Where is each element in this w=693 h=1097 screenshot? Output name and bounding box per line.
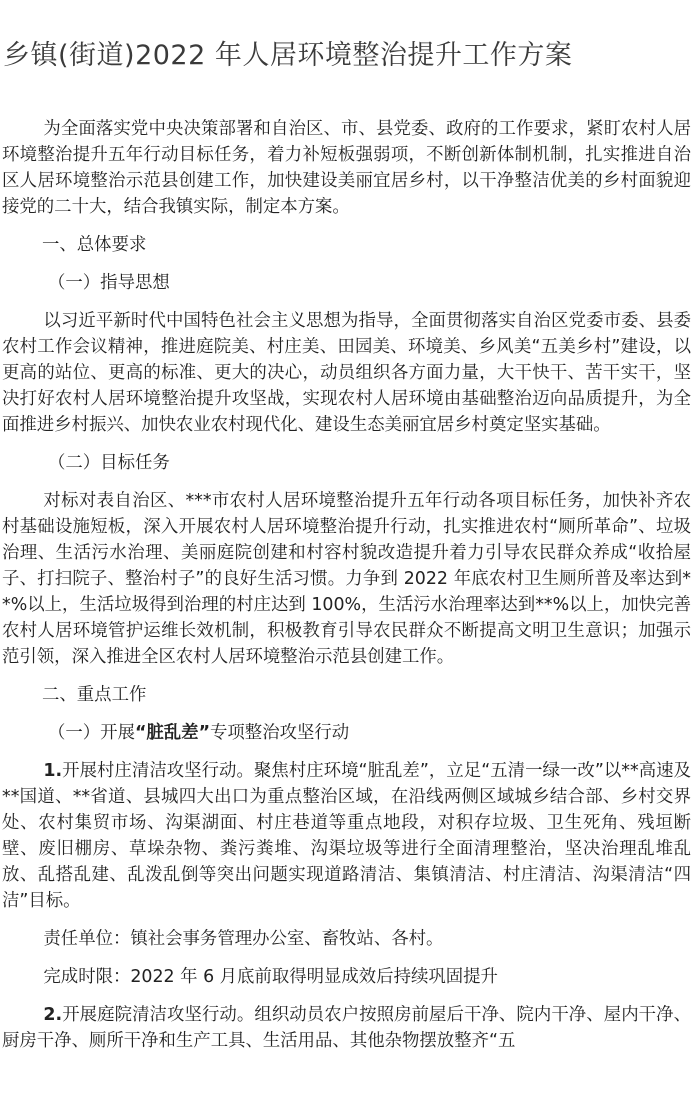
subheading-bold-term: “脏乱差” xyxy=(134,723,211,743)
item-text: 开展村庄清洁攻坚行动。聚焦村庄环境“脏乱差”，立足“五清一绿一改”以**高速及**国道、**省道、县城四大出口为重点整治区域，在沿线两侧区域城乡结合部、乡村交界处、农村集贸市场、沟渠湖面、村庄巷道等重点地段，对积存垃圾、卫生死角、残垣断壁、废旧棚房、草垛杂物、粪污粪堆、沟渠垃圾等进行全面清理整治，坚决治理乱堆乱放、乱搭乱建、乱泼乱倒等突出问题实现道路清洁、集镇清洁、村庄清洁、沟渠清洁“四洁”目标。 xyxy=(2,761,691,911)
item-text: 开展庭院清洁攻坚行动。组织动员农户按照房前屋后干净、院内干净、屋内干净、厨房干净、厕所干净和生产工具、生活用品、其他杂物摆放整齐“五 xyxy=(2,1005,691,1051)
completion-deadline: 完成时限：2022 年 6 月底前取得明显成效后持续巩固提升 xyxy=(43,967,498,987)
document-body xyxy=(2,116,691,1066)
targets-tasks-paragraph: 对标对表自治区、***市农村人居环境整治提升五年行动各项目标任务，加快补齐农村基础设施短板，深入开展农村人居环境整治提升行动，扎实推进农村“厕所革命”、垃圾治理、生活污水治理、美丽庭院创建和村容村貌改造提升着力引导农民群众养成“收拾屋子、打扫院子、整治村子”的良好生活习惯。力争到 2022 年底农村卫生厕所普及率达到**%以上，生活垃圾得到治理的村庄达到 100%，生活污水治理率达到**%以上，加快完善农村人居环境管护运维长效机制，积极教育引导农民群众不断提高文明卫生意识；加强示范引领，深入推进全区农村人居环境整治示范县创建工作。 xyxy=(2,491,691,667)
section-heading-key-work: 二、重点工作 xyxy=(42,685,147,705)
guiding-ideology-paragraph: 以习近平新时代中国特色社会主义思想为指导，全面贯彻落实自治区党委市委、县委农村工作会议精神，推进庭院美、村庄美、田园美、环境美、乡风美“五美乡村”建设，以更高的站位、更高的标准、更大的决心，动员组织各方面力量，大干快干、苦干实干，坚决打好农村人居环境整治提升攻坚战，实现农村人居环境由基础整治迈向品质提升，为全面推进乡村振兴、加快农业农村现代化、建设生态美丽宜居乡村奠定坚实基础。 xyxy=(2,311,691,435)
item-village-cleaning xyxy=(2,758,691,914)
item-number: 2. xyxy=(43,1005,63,1025)
subheading-targets-tasks: （二）目标任务 xyxy=(48,453,170,473)
subheading-prefix: （一）开展 xyxy=(48,723,135,743)
subheading-suffix: 专项整治攻坚行动 xyxy=(210,723,350,743)
responsible-units: 责任单位：镇社会事务管理办公室、畜牧站、各村。 xyxy=(43,929,444,949)
item-courtyard-cleaning xyxy=(2,1002,691,1054)
document-title: 乡镇(街道)2022 年人居环境整治提升工作方案 xyxy=(3,40,573,71)
item-number: 1. xyxy=(43,761,63,781)
subheading-special-campaign xyxy=(2,720,691,746)
subheading-guiding-ideology: （一）指导思想 xyxy=(48,273,170,293)
intro-paragraph: 为全面落实党中央决策部署和自治区、市、县党委、政府的工作要求，紧盯农村人居环境整治提升五年行动目标任务，着力补短板强弱项，不断创新体制机制，扎实推进自治区人居环境整治示范县创建工作，加快建设美丽宜居乡村，以干净整洁优美的乡村面貌迎接党的二十大，结合我镇实际，制定本方案。 xyxy=(2,119,691,217)
section-heading-general-requirements: 一、总体要求 xyxy=(42,235,147,255)
